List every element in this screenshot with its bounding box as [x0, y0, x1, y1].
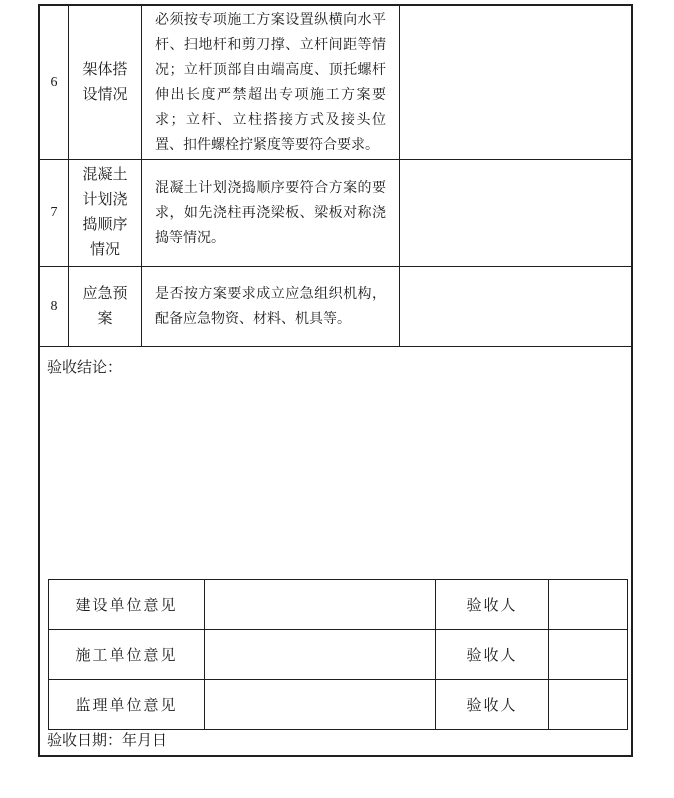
row-number-cell: 6 [40, 6, 69, 159]
item-name-cell: 架体搭设情况 [69, 6, 142, 159]
acceptor-label: 验收人 [436, 680, 549, 729]
acceptor-signature-cell [549, 680, 627, 729]
acceptor-label: 验收人 [436, 630, 549, 679]
opinion-label: 监理单位意见 [49, 680, 205, 729]
result-cell-empty [400, 6, 631, 159]
row-number-cell: 8 [40, 267, 69, 346]
item-name-cell: 应急预案 [69, 267, 142, 346]
requirement-text: 是否按方案要求成立应急组织机构，配备应急物资、材料、机具等。 [155, 286, 386, 327]
requirement-cell [142, 6, 400, 159]
acceptance-form-table [38, 4, 633, 757]
row-number-cell: 7 [40, 160, 69, 266]
result-cell-empty [400, 267, 631, 346]
opinion-label: 建设单位意见 [49, 580, 205, 629]
requirement-cell [142, 160, 400, 266]
opinion-row-contractor [49, 630, 627, 680]
requirement-cell [142, 267, 400, 346]
opinion-row-construction-owner [49, 580, 627, 630]
opinion-row-supervisor [49, 680, 627, 729]
table-row-item-6 [40, 6, 631, 160]
requirement-text: 混凝土计划浇捣顺序要符合方案的要求，如先浇柱再浇梁板、梁板对称浇捣等情况。 [155, 180, 386, 246]
conclusion-label: 验收结论： [47, 360, 123, 376]
acceptance-date-label: 验收日期：年月日 [47, 733, 168, 749]
opinion-content-cell [205, 580, 436, 629]
opinion-label: 施工单位意见 [49, 630, 205, 679]
item-name-cell: 混凝土计划浇捣顺序情况 [69, 160, 142, 266]
acceptor-signature-cell [549, 580, 627, 629]
table-row-item-7 [40, 160, 631, 267]
table-row-item-8 [40, 267, 631, 347]
opinion-content-cell [205, 680, 436, 729]
result-cell-empty [400, 160, 631, 266]
opinions-table [48, 579, 628, 730]
conclusion-section [40, 347, 631, 755]
acceptor-signature-cell [549, 630, 627, 679]
acceptor-label: 验收人 [436, 580, 549, 629]
opinion-content-cell [205, 630, 436, 679]
requirement-text: 必须按专项施工方案设置纵横向水平杆、扫地杆和剪刀撑、立杆间距等情况；立杆顶部自由端高度、顶托螺杆伸出长度严禁超出专项施工方案要求；立杆、立柱搭接方式及接头位置、扣件螺栓拧紧度等要符合要求。 [155, 12, 386, 153]
